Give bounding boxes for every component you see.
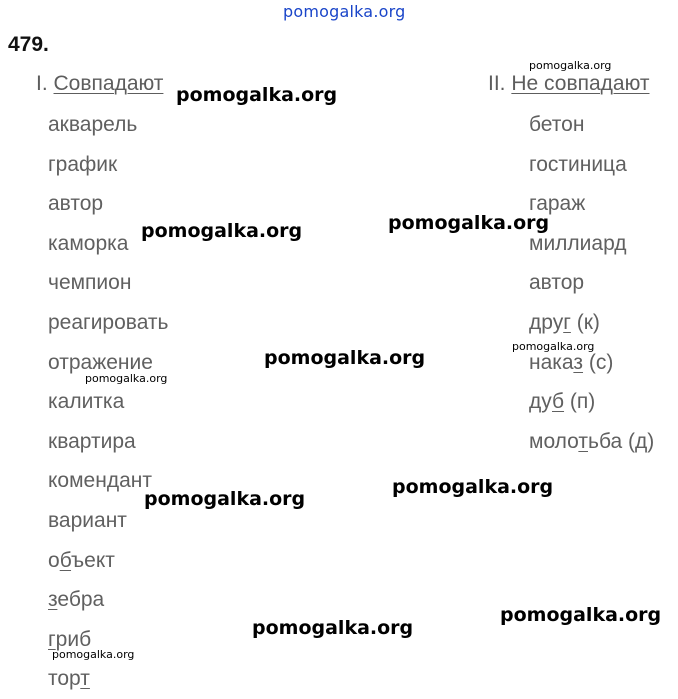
word-part-pre: чемпион: [48, 271, 132, 295]
word-part-pre: о: [48, 548, 60, 572]
word-part-post: ьба (д): [588, 429, 655, 453]
left-column-word: [48, 510, 127, 531]
left-column-word: [48, 470, 152, 491]
word-part-u: б: [552, 390, 565, 414]
right-column-word: [529, 352, 613, 373]
right-column-numeral: II.: [488, 72, 506, 95]
left-column-word: [48, 668, 90, 689]
word-part-pre: дру: [529, 311, 564, 334]
word-part-pre: гараж: [529, 192, 586, 216]
word-part-u: г: [48, 627, 56, 651]
right-column-word: [529, 272, 584, 293]
word-part-pre: реагировать: [48, 311, 169, 334]
word-part-pre: квартира: [48, 429, 136, 453]
word-part-pre: график: [48, 152, 118, 176]
word-part-post: ебра: [57, 588, 105, 612]
word-part-pre: отражение: [48, 350, 153, 374]
watermark: pomogalka.org: [512, 340, 595, 353]
left-column-numeral: I.: [36, 72, 48, 95]
watermark: pomogalka.org: [52, 648, 135, 661]
word-part-post: (к): [570, 311, 600, 334]
left-column-word: [48, 589, 104, 610]
left-column-word: [48, 272, 131, 293]
right-column-word: [529, 312, 600, 333]
word-part-pre: тор: [48, 667, 81, 691]
exercise-number: 479.: [8, 33, 49, 56]
word-part-u: г: [563, 311, 571, 334]
right-column-word: [529, 391, 595, 412]
watermark: pomogalka.org: [176, 84, 338, 106]
right-column-title: [488, 72, 650, 96]
watermark: pomogalka.org: [252, 617, 414, 639]
watermark: pomogalka.org: [85, 372, 168, 385]
watermark: pomogalka.org: [144, 488, 306, 510]
left-column-word: [48, 629, 91, 650]
word-part-pre: автор: [48, 192, 104, 216]
watermark: pomogalka.org: [500, 604, 662, 626]
watermark: pomogalka.org: [529, 59, 612, 72]
left-column-word: [48, 431, 136, 452]
left-column-word: [48, 154, 117, 175]
right-column-word: [529, 154, 627, 175]
left-column-heading: Совпадают: [53, 72, 164, 95]
word-part-pre: гостиница: [529, 152, 627, 176]
word-part-pre: бетон: [529, 113, 585, 136]
left-column-title: [36, 72, 163, 96]
watermark-top: pomogalka.org: [283, 2, 406, 21]
right-column-word: [529, 233, 627, 254]
word-part-pre: нака: [529, 350, 574, 374]
left-column-word: [48, 391, 124, 412]
word-part-post: ъект: [71, 548, 115, 572]
right-column-word: [529, 431, 654, 452]
word-part-u: з: [48, 588, 58, 612]
watermark: pomogalka.org: [392, 476, 554, 498]
word-part-pre: моло: [529, 429, 579, 453]
left-column-word: [48, 312, 168, 333]
left-column-word: [48, 352, 153, 373]
right-column-heading: Не совпадают: [511, 72, 650, 95]
word-part-pre: автор: [529, 271, 585, 295]
watermark: pomogalka.org: [388, 212, 550, 234]
word-part-pre: миллиард: [529, 231, 627, 255]
word-part-pre: вариант: [48, 509, 127, 532]
word-part-post: риб: [55, 627, 92, 651]
left-column-word: [48, 114, 137, 135]
word-part-post: (п): [564, 390, 596, 414]
word-part-u: з: [573, 350, 584, 374]
word-part-pre: комендант: [48, 469, 152, 493]
word-part-pre: ду: [529, 390, 552, 414]
word-part-u: т: [578, 429, 588, 453]
word-part-pre: акварель: [48, 113, 138, 136]
word-part-u: т: [80, 667, 90, 691]
word-part-pre: калитка: [48, 390, 125, 414]
word-part-post: (с): [583, 350, 614, 374]
word-part-pre: каморка: [48, 231, 129, 255]
watermark: pomogalka.org: [141, 220, 303, 242]
right-column-word: [529, 114, 584, 135]
left-column-word: [48, 233, 128, 254]
left-column-word: [48, 550, 115, 571]
watermark: pomogalka.org: [264, 347, 426, 369]
word-part-u: б: [59, 548, 72, 572]
left-column-word: [48, 193, 103, 214]
